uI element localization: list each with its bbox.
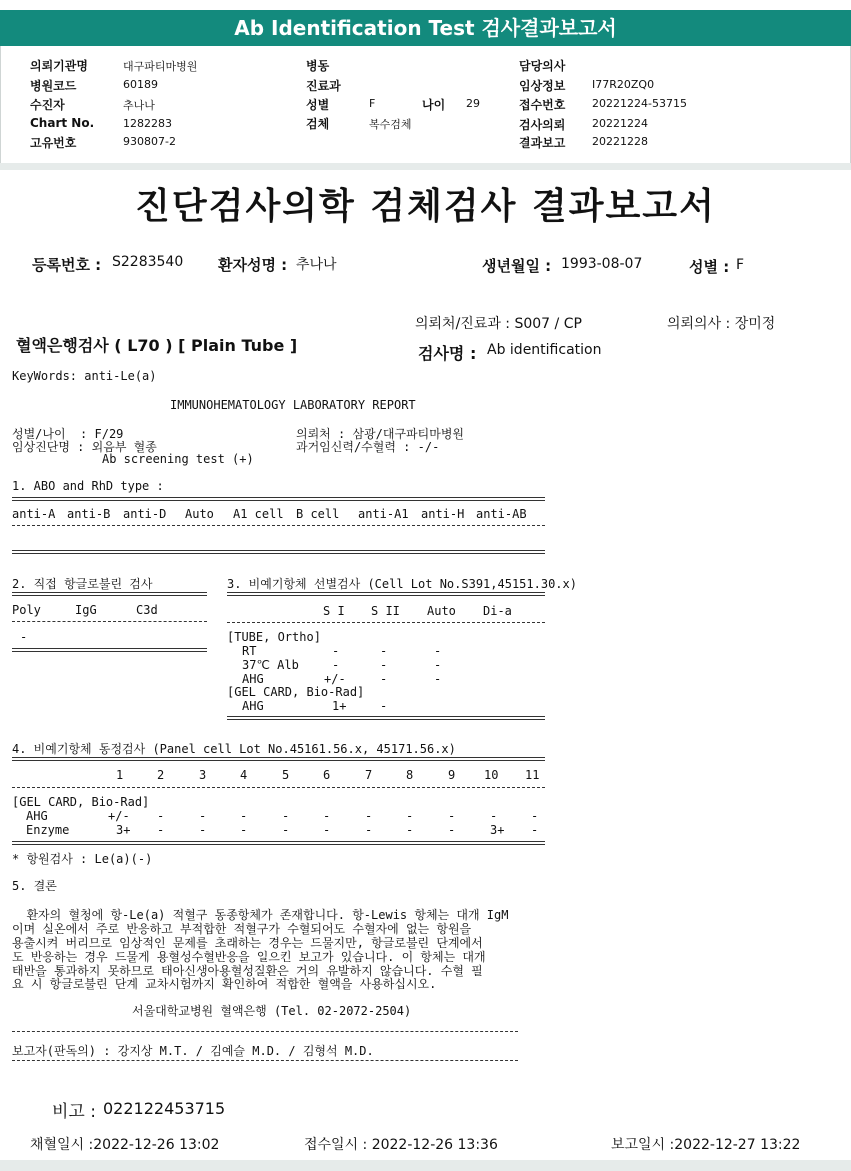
s4-row-ahg: AHG — [26, 809, 48, 823]
s3-title: 3. 비예기항체 선별검사 (Cell Lot No.S391,45151.30.x) — [227, 577, 577, 591]
dept-line: 의뢰처/진료과 : S007 / CP — [415, 316, 582, 332]
antigen-test: * 항원검사 : Le(a)(-) — [12, 852, 153, 866]
s1-bottom-rule — [12, 550, 545, 554]
sex-label: 성별 — [306, 98, 330, 112]
sex-label-2: 성별 : — [689, 258, 730, 276]
s4-enz-7: - — [365, 823, 373, 837]
s3-top-rule — [227, 592, 545, 596]
s4-enz-6: - — [323, 823, 331, 837]
dob-label: 생년월일 : — [482, 257, 552, 275]
blood-bank: 서울대학교병원 혈액은행 (Tel. 02-2072-2504) — [132, 1004, 412, 1018]
s3-row-rt: RT — [242, 644, 257, 658]
s3-rt-v1: - — [332, 644, 340, 658]
s4-enz-1: 3+ — [116, 823, 131, 837]
s3-rt-v3: - — [434, 644, 442, 658]
s3-col-si: S I — [323, 604, 345, 618]
report-header-title: Ab Identification Test 검사결과보고서 — [0, 10, 851, 46]
s4-enz-11: - — [531, 823, 539, 837]
page-bottom-edge — [0, 1160, 851, 1171]
s2-title: 2. 직접 항글로불린 검사 — [12, 577, 153, 591]
s1-mid-rule — [12, 525, 545, 526]
s1-col-8: anti-AB — [476, 507, 527, 521]
unique-value: 930807-2 — [123, 135, 176, 148]
s1-col-1: anti-B — [67, 507, 111, 521]
s3-col-dia: Di-a — [483, 604, 512, 618]
conclusion-line-1: 환자의 혈청에 항-Le(a) 적혈구 동종항체가 존재합니다. 항-Lewis 항체는 대개 IgM — [12, 908, 509, 922]
s4-ahg-5: - — [282, 809, 290, 823]
s2-top-rule — [12, 592, 207, 596]
s4-col-11: 11 — [525, 768, 540, 782]
chart-label: Chart No. — [30, 116, 95, 130]
s4-row-enzyme: Enzyme — [26, 823, 70, 837]
s3-col-sii: S II — [371, 604, 400, 618]
s4-bottom-rule — [12, 841, 545, 845]
s3-gel: [GEL CARD, Bio-Rad] — [227, 685, 365, 699]
chart-value: 1282283 — [123, 117, 172, 130]
s2-col-igg: IgG — [75, 603, 97, 617]
s4-ahg-8: - — [406, 809, 414, 823]
s3-gel-v1: 1+ — [332, 699, 347, 713]
s4-enz-10: 3+ — [490, 823, 505, 837]
history: 과거임신력/수혈력 : -/- — [296, 440, 440, 454]
age-label: 나이 — [422, 98, 446, 112]
test-name-label: 검사명 : — [418, 344, 477, 363]
specimen-value: 복수검체 — [369, 118, 412, 131]
s2-col-poly: Poly — [12, 603, 41, 617]
s4-col-6: 6 — [323, 768, 331, 782]
s3-alb-v2: - — [380, 658, 388, 672]
s4-enz-5: - — [282, 823, 290, 837]
sex-age: 성별/나이 : F/29 — [12, 427, 124, 441]
s4-enz-3: - — [199, 823, 207, 837]
reporter-bottom-rule — [12, 1060, 518, 1061]
test-name-value: Ab identification — [487, 342, 602, 358]
s4-ahg-6: - — [323, 809, 331, 823]
s3-bottom-rule — [227, 716, 545, 720]
s3-alb-v3: - — [434, 658, 442, 672]
conclusion-line-2: 이며 실온에서 주로 반응하고 부적합한 적혈구가 수혈되어도 수혈자에 없는 항원을 — [12, 922, 472, 936]
s1-title: 1. ABO and RhD type : — [12, 479, 164, 493]
code-value: 60189 — [123, 78, 158, 91]
code-label: 병원코드 — [30, 79, 77, 93]
s4-ahg-3: - — [199, 809, 207, 823]
s2-value: - — [20, 630, 28, 644]
s4-enz-8: - — [406, 823, 414, 837]
dob-value: 1993-08-07 — [561, 256, 643, 272]
s4-ahg-10: - — [490, 809, 498, 823]
s4-mid-rule — [12, 787, 545, 788]
s3-gel-v2: - — [380, 699, 388, 713]
s4-col-10: 10 — [484, 768, 499, 782]
s4-ahg-1: +/- — [108, 809, 130, 823]
lab-heading: IMMUNOHEMATOLOGY LABORATORY REPORT — [170, 398, 416, 412]
s4-col-4: 4 — [240, 768, 248, 782]
s4-title: 4. 비예기항체 동정검사 (Panel cell Lot No.45161.56.x, 45171.56.x) — [12, 742, 456, 756]
s4-enz-2: - — [157, 823, 165, 837]
name-label: 환자성명 : — [218, 256, 288, 274]
s4-col-8: 8 — [406, 768, 414, 782]
age-value: 29 — [466, 97, 480, 110]
s2-mid-rule — [12, 621, 207, 622]
sex-value: F — [369, 97, 376, 110]
s4-ahg-9: - — [448, 809, 456, 823]
s2-col-c3d: C3d — [136, 603, 158, 617]
patient-label: 수진자 — [30, 98, 65, 112]
keywords: KeyWords: anti-Le(a) — [12, 369, 157, 383]
hospital-value: 대구파티마병원 — [123, 60, 198, 73]
s1-col-5: B cell — [296, 507, 340, 521]
report-value: 20221228 — [592, 135, 648, 148]
collected-time: 채혈일시 :2022-12-26 13:02 — [30, 1137, 220, 1153]
s1-top-rule — [12, 497, 545, 501]
s4-ahg-7: - — [365, 809, 373, 823]
hospital-label: 의뢰기관명 — [30, 59, 88, 73]
s3-ahg-v3: - — [434, 672, 442, 686]
diagnosis: 임상진단명 : 외음부 혈종 — [12, 440, 157, 454]
unique-label: 고유번호 — [30, 136, 77, 150]
s3-alb-v1: - — [332, 658, 340, 672]
s1-col-7: anti-H — [421, 507, 465, 521]
s3-gel-ahg: AHG — [242, 699, 264, 713]
receipt-label: 접수번호 — [519, 98, 566, 112]
report-title: 진단검사의학 검체검사 결과보고서 — [135, 186, 716, 227]
s3-mid-rule — [227, 622, 545, 623]
patient-value: 추나나 — [123, 99, 155, 112]
reg-label: 등록번호 : — [32, 256, 102, 274]
note-label: 비고 : — [52, 1102, 96, 1122]
conclusion-line-4: 도 반응하는 경우 드물게 용혈성수혈반응을 일으킨 보고가 있습니다. 이 항체는 대개 — [12, 950, 486, 964]
sex-value-2: F — [736, 257, 745, 273]
s3-tube: [TUBE, Ortho] — [227, 630, 321, 644]
s3-row-ahg: AHG — [242, 672, 264, 686]
s4-col-2: 2 — [157, 768, 165, 782]
request-value: 20221224 — [592, 117, 648, 130]
s4-enz-4: - — [240, 823, 248, 837]
reg-value: S2283540 — [112, 254, 184, 270]
s1-col-0: anti-A — [12, 507, 56, 521]
s1-col-6: anti-A1 — [358, 507, 409, 521]
conclusion-line-5: 태반을 통과하지 못하므로 태아신생아용혈성질환은 거의 유발하지 않습니다. 수혈 필 — [12, 964, 483, 978]
s4-enz-9: - — [448, 823, 456, 837]
test-group: 혈액은행검사 ( L70 ) [ Plain Tube ] — [16, 336, 298, 355]
s3-col-auto: Auto — [427, 604, 456, 618]
s4-ahg-11: - — [531, 809, 539, 823]
receipt-value: 20221224-53715 — [592, 97, 687, 110]
reporter: 보고자(판독의) : 강지상 M.T. / 김예슬 M.D. / 김형석 M.D. — [12, 1044, 374, 1058]
s1-col-4: A1 cell — [233, 507, 284, 521]
request-label: 검사의뢰 — [519, 118, 566, 132]
doctor-line: 의뢰의사 : 장미정 — [667, 316, 776, 332]
s5-title: 5. 결론 — [12, 879, 57, 893]
s4-gel: [GEL CARD, Bio-Rad] — [12, 795, 150, 809]
s3-row-alb: 37℃ Alb — [242, 658, 299, 672]
s4-top-rule — [12, 757, 545, 761]
note-value: 022122453715 — [103, 1099, 226, 1118]
s4-ahg-4: - — [240, 809, 248, 823]
report-label: 결과보고 — [519, 136, 566, 150]
s4-col-3: 3 — [199, 768, 207, 782]
clinical-value: I77R20ZQ0 — [592, 78, 655, 91]
reporter-top-rule — [12, 1031, 518, 1032]
diagnosis-2: Ab screening test (+) — [102, 452, 254, 466]
section-divider — [0, 163, 851, 170]
s4-col-1: 1 — [116, 768, 124, 782]
clinical-label: 임상정보 — [519, 79, 566, 93]
s1-col-3: Auto — [185, 507, 214, 521]
conclusion-line-6: 요 시 항글로불린 단계 교차시험까지 확인하여 적합한 혈액을 사용하십시오. — [12, 977, 437, 991]
ward-label: 병동 — [306, 59, 330, 73]
conclusion-line-3: 용출시켜 버리므로 임상적인 문제를 초래하는 경우는 드물지만, 항글로불린 단계에서 — [12, 936, 483, 950]
dept-label: 진료과 — [306, 79, 341, 93]
s4-col-5: 5 — [282, 768, 290, 782]
doctor-label: 담당의사 — [519, 59, 566, 73]
requester: 의뢰처 : 삼광/대구파티마병원 — [296, 427, 465, 441]
received-time: 접수일시 : 2022-12-26 13:36 — [304, 1137, 498, 1153]
s2-bottom-rule — [12, 648, 207, 652]
s4-ahg-2: - — [157, 809, 165, 823]
s4-col-7: 7 — [365, 768, 373, 782]
reported-time: 보고일시 :2022-12-27 13:22 — [611, 1137, 801, 1153]
s3-rt-v2: - — [380, 644, 388, 658]
s3-ahg-v2: - — [380, 672, 388, 686]
name-value: 추나나 — [296, 257, 337, 273]
specimen-label: 검체 — [306, 117, 330, 131]
s4-col-9: 9 — [448, 768, 456, 782]
s1-col-2: anti-D — [123, 507, 167, 521]
s3-ahg-v1: +/- — [324, 672, 346, 686]
